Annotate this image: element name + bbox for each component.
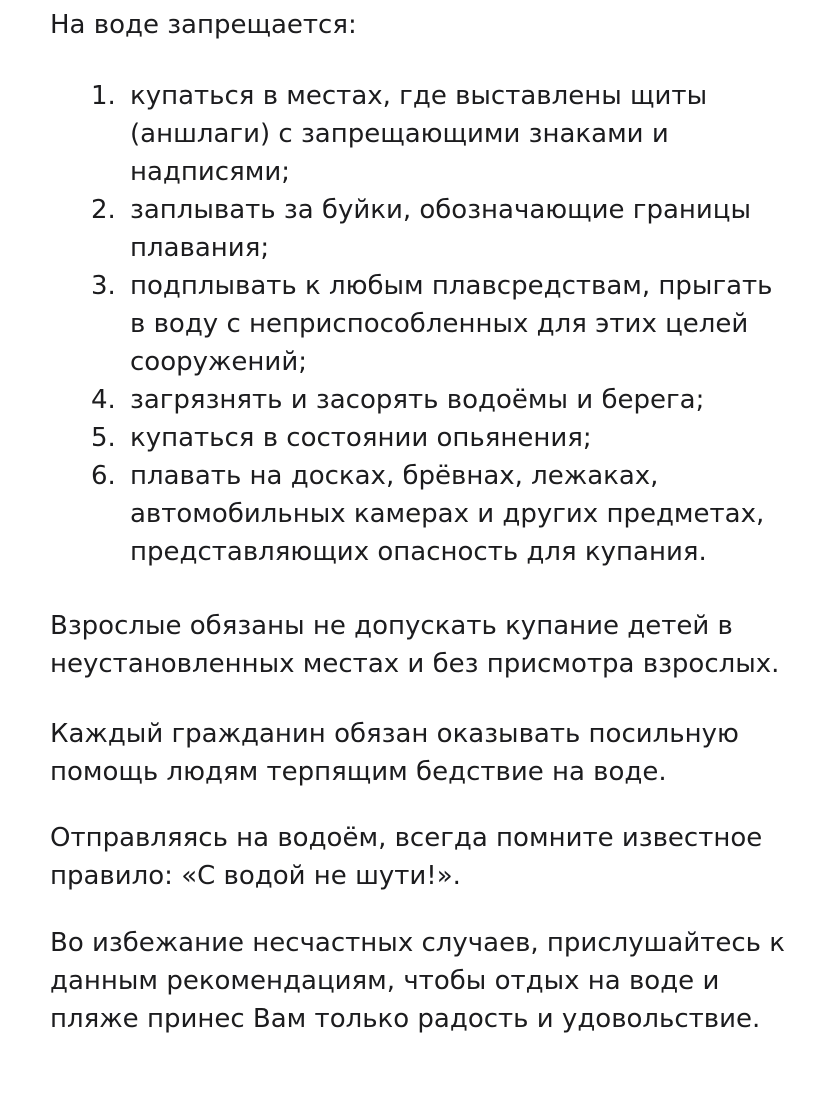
paragraph-adults-duty: Взрослые обязаны не допускать купание детей в неустановленных местах и без присмотра взрослых. (50, 611, 780, 679)
list-item-text: загрязнять и засорять водоёмы и берега; (130, 385, 705, 415)
paragraph-rule-reminder: Отправляясь на водоём, всегда помните известное правило: «С водой не шути!». (50, 823, 763, 891)
paragraph-closing: Во избежание несчастных случаев, прислушайтесь к данным рекомендациям, чтобы отдых на воде и пляже принес Вам только радость и удовольствие. (50, 928, 785, 1034)
list-item (50, 77, 790, 191)
list-item (50, 267, 790, 381)
list-item-text: купаться в местах, где выставлены щиты (аншлаги) с запрещающими знаками и надписями; (130, 81, 708, 187)
list-item-text: заплывать за буйки, обозначающие границы плавания; (130, 195, 752, 263)
list-item-text: подплывать к любым плавсредствам, прыгать в воду с неприспособленных для этих целей сооружений; (130, 271, 773, 377)
list-item-text: плавать на досках, брёвнах, лежаках, автомобильных камерах и других предметах, представляющих опасность для купания. (130, 461, 765, 567)
paragraph-citizen-duty: Каждый гражданин обязан оказывать посильную помощь людям терпящим бедствие на воде. (50, 719, 739, 787)
list-item-number: 5. (91, 423, 116, 453)
list-item-number: 1. (91, 81, 116, 111)
list-item (50, 381, 790, 419)
intro-text: На воде запрещается: (50, 10, 357, 40)
list-item-text: купаться в состоянии опьянения; (130, 423, 592, 453)
document-body (50, 0, 790, 1038)
list-item-number: 6. (91, 461, 116, 491)
list-item (50, 419, 790, 457)
list-item (50, 191, 790, 267)
list-item-number: 4. (91, 385, 116, 415)
list-item-number: 2. (91, 195, 116, 225)
list-item-number: 3. (91, 271, 116, 301)
prohibitions-list (50, 77, 790, 571)
list-item (50, 457, 790, 571)
